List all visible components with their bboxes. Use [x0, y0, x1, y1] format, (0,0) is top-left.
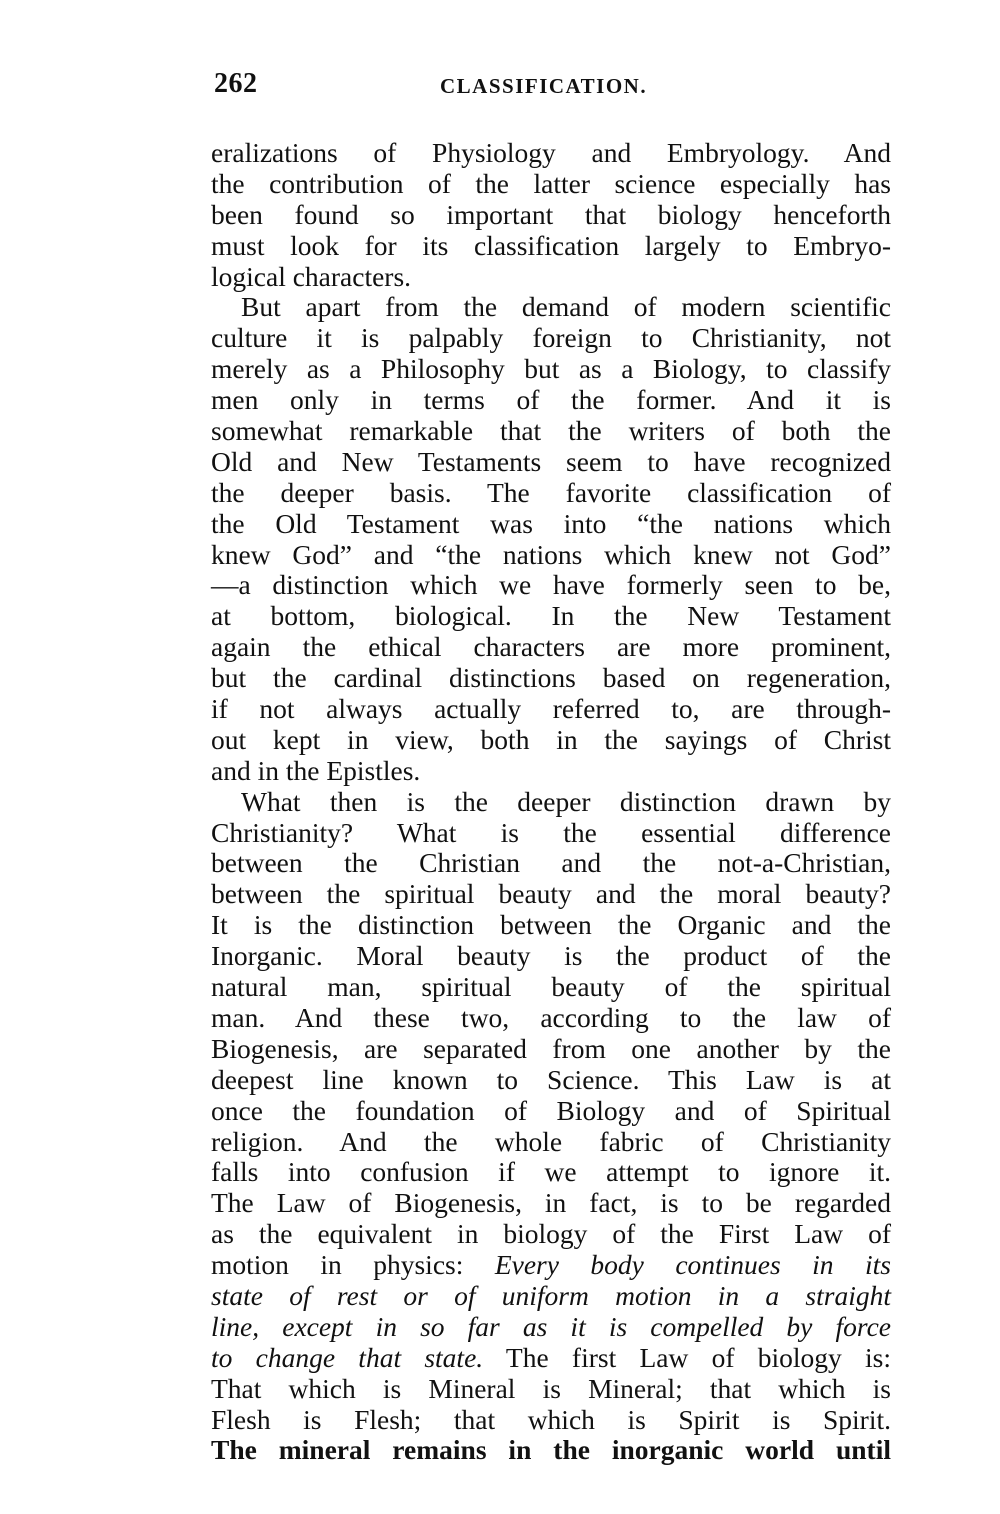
- text-line: [211, 1250, 891, 1281]
- text-line: must look for its classification largely to Embryo-: [211, 229, 891, 261]
- text-line: [211, 1343, 891, 1374]
- text-line: if not always actually referred to, are through-: [211, 693, 891, 725]
- text-line: out kept in view, both in the sayings of Christ: [211, 723, 891, 755]
- text-line: falls into confusion if we attempt to ignore it.: [211, 1156, 891, 1188]
- text-line: again the ethical characters are more prominent,: [211, 631, 891, 663]
- text-line: It is the distinction between the Organic and the: [211, 909, 891, 941]
- text-line: but the cardinal distinctions based on regeneration,: [211, 662, 891, 694]
- text-line: man. And these two, according to the law of: [211, 1001, 891, 1033]
- text-line: knew God” and “the nations which knew not God”: [211, 538, 891, 570]
- bold-text-line: The mineral remains in the inorganic world until: [211, 1434, 891, 1466]
- text-line: logical characters.: [211, 260, 412, 292]
- text-line: the contribution of the latter science especially has: [211, 167, 891, 199]
- text-line: at bottom, biological. In the New Testament: [211, 600, 891, 632]
- text-line: the Old Testament was into “the nations which: [211, 507, 891, 539]
- paragraph-start-line: But apart from the demand of modern scientific: [241, 291, 891, 323]
- text-segment: The first Law of biology is:: [483, 1341, 891, 1373]
- text-line: That which is Mineral is Mineral; that which is: [211, 1372, 891, 1404]
- text-line: somewhat remarkable that the writers of both the: [211, 415, 891, 447]
- text-line: and in the Epistles.: [211, 754, 421, 786]
- text-line: the deeper basis. The favorite classification of: [211, 476, 891, 508]
- text-line: —a distinction which we have formerly seen to be,: [211, 569, 891, 601]
- text-line: men only in terms of the former. And it is: [211, 384, 891, 416]
- text-line: deepest line known to Science. This Law is at: [211, 1063, 891, 1095]
- text-line: Flesh is Flesh; that which is Spirit is Spirit.: [211, 1403, 891, 1435]
- italic-quote-line: state of rest or of uniform motion in a straight: [211, 1279, 891, 1311]
- text-line: The Law of Biogenesis, in fact, is to be regarded: [211, 1187, 891, 1219]
- italic-quote-segment: to change that state.: [211, 1341, 484, 1373]
- text-line: between the Christian and the not-a-Christian,: [211, 847, 891, 879]
- text-line: religion. And the whole fabric of Christianity: [211, 1125, 891, 1157]
- text-line: as the equivalent in biology of the First Law of: [211, 1218, 891, 1250]
- text-line: merely as a Philosophy but as a Biology, to classify: [211, 353, 891, 385]
- text-line: culture it is palpably foreign to Christianity, not: [211, 322, 891, 354]
- italic-quote-segment: Every body continues in its: [494, 1249, 891, 1281]
- text-line: Biogenesis, are separated from one another by the: [211, 1032, 891, 1064]
- page-header: [214, 68, 886, 108]
- text-line: Christianity? What is the essential difference: [211, 816, 891, 848]
- text-line: Old and New Testaments seem to have recognized: [211, 445, 891, 477]
- body-text: [211, 138, 891, 1466]
- text-line: Inorganic. Moral beauty is the product of the: [211, 940, 891, 972]
- running-head: CLASSIFICATION.: [440, 74, 648, 98]
- text-line: between the spiritual beauty and the moral beauty?: [211, 878, 891, 910]
- text-line: eralizations of Physiology and Embryology. And: [211, 137, 891, 168]
- paragraph-start-line: What then is the deeper distinction drawn by: [241, 785, 891, 817]
- text-line: once the foundation of Biology and of Spiritual: [211, 1094, 891, 1126]
- italic-quote-line: line, except in so far as it is compelled by force: [211, 1310, 891, 1342]
- text-segment: motion in physics:: [211, 1249, 495, 1281]
- text-line: natural man, spiritual beauty of the spiritual: [211, 971, 891, 1003]
- text-line: been found so important that biology henceforth: [211, 198, 891, 230]
- page-number: 262: [214, 68, 258, 99]
